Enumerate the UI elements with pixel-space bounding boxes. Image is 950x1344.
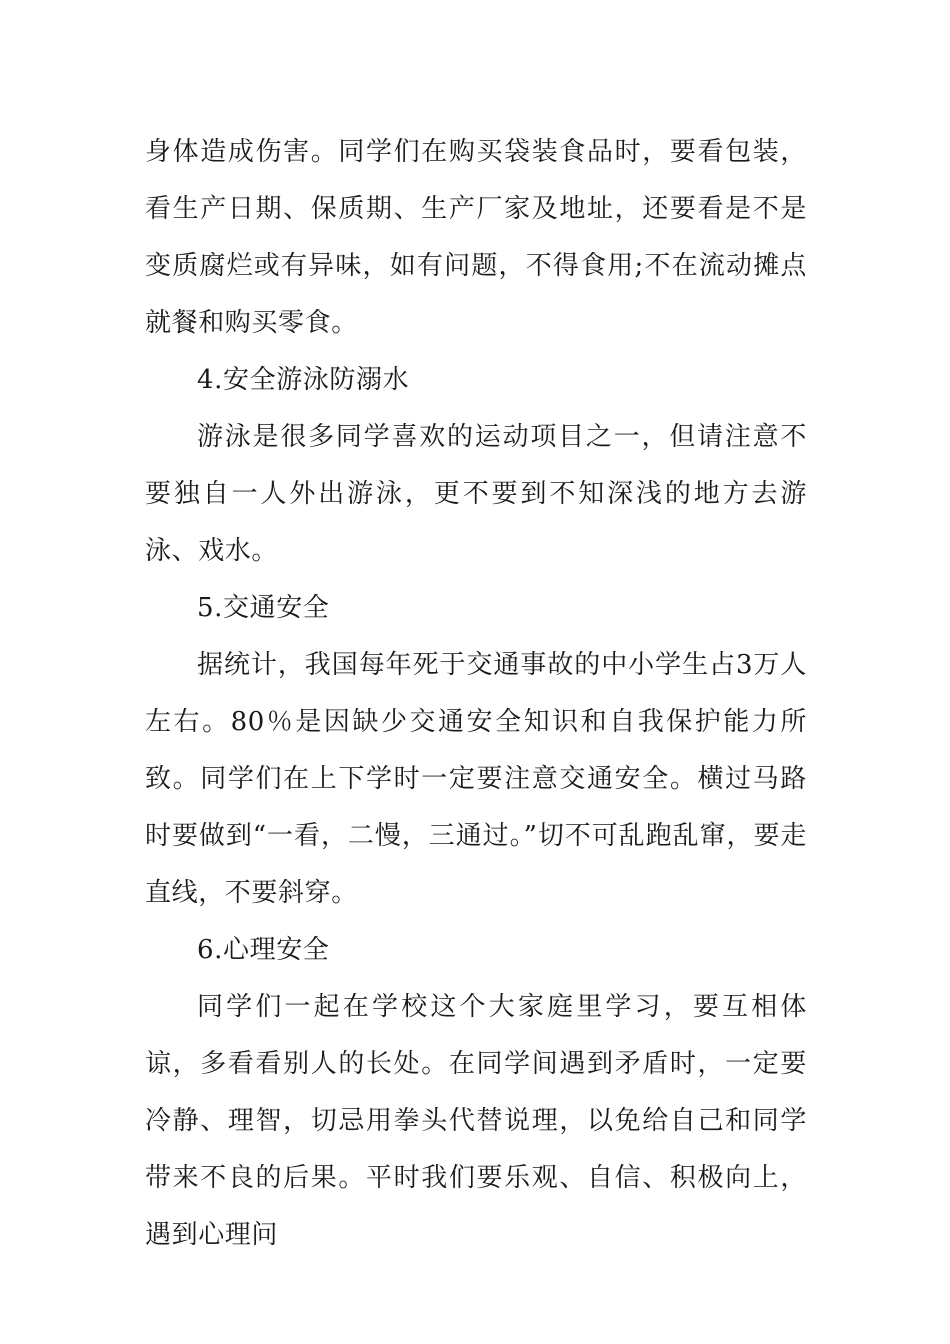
section-heading-psychology: 6.心理安全 (197, 935, 330, 965)
paragraph-psychology: 同学们一起在学校这个大家庭里学习，要互相体谅，多看看别人的长处。在同学间遇到矛盾时，一定要冷静、理智，切忌用拳头代替说理，以免给自己和同学带来不良的后果。平时我们要乐观、自信、积极向上，遇到心理问 (145, 992, 807, 1250)
document-body (145, 124, 807, 1264)
paragraph-traffic: 据统计，我国每年死于交通事故的中小学生占3万人左右。80％是因缺少交通安全知识和自我保护能力所致。同学们在上下学时一定要注意交通安全。横过马路时要做到“一看，二慢，三通过。”切不可乱跑乱窜，要走直线，不要斜穿。 (145, 650, 807, 908)
section-heading-swimming: 4.安全游泳防溺水 (197, 365, 410, 395)
section-heading-traffic: 5.交通安全 (197, 593, 330, 623)
paragraph-swimming: 游泳是很多同学喜欢的运动项目之一，但请注意不要独自一人外出游泳，更不要到不知深浅的地方去游泳、戏水。 (145, 422, 807, 566)
paragraph-food-safety-continued: 身体造成伤害。同学们在购买袋装食品时，要看包装，看生产日期、保质期、生产厂家及地址，还要看是不是变质腐烂或有异味，如有问题，不得食用;不在流动摊点就餐和购买零食。 (145, 137, 807, 338)
